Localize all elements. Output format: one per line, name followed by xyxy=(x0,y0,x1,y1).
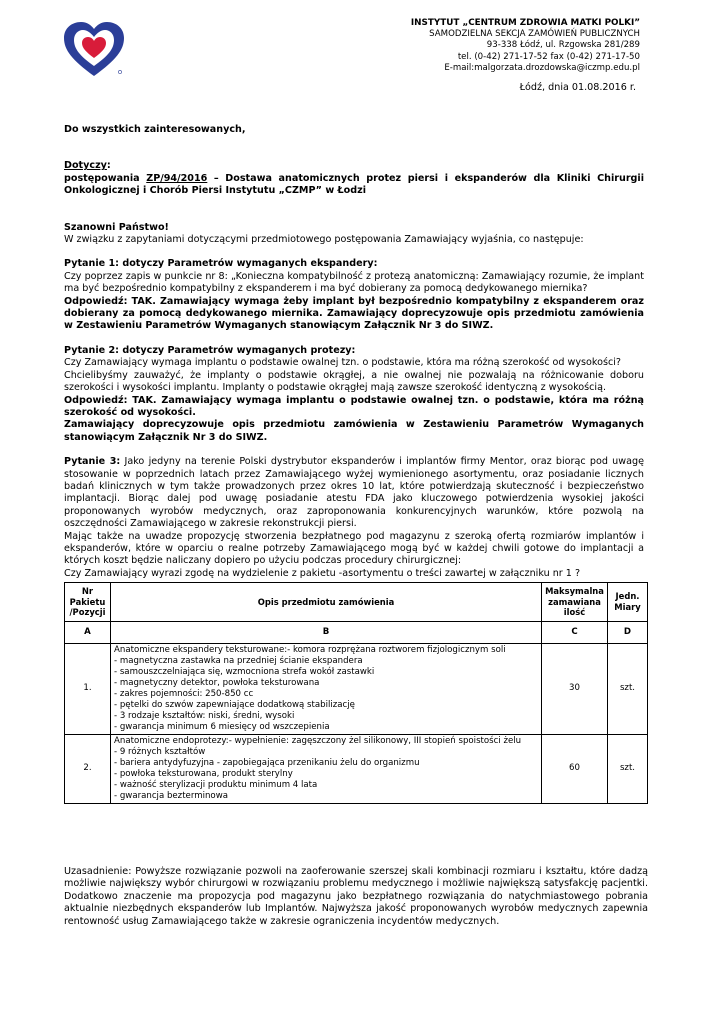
table-row xyxy=(65,643,648,734)
letter-b: B xyxy=(111,621,542,643)
question-3-question: Czy Zamawiający wyrazi zgodę na wydzielenie z pakietu -asortymentu o treści zawartej w załączniku nr 1 ? xyxy=(64,567,581,579)
institute-header xyxy=(411,18,640,74)
question-2-title: Pytanie 2: dotyczy Parametrów wymaganych protezy: xyxy=(64,344,356,356)
desc-line: - magnetyczna zastawka na przedniej ścianie ekspandera xyxy=(114,655,363,666)
email[interactable]: E-mail:malgorzata.drozdowska@iczmp.edu.pl xyxy=(444,62,640,73)
table-letter-row xyxy=(65,621,648,643)
desc-line: - zakres pojemności: 250-850 cc xyxy=(114,688,254,699)
address: 93-338 Łódź, ul. Rzgowska 281/289 xyxy=(486,40,640,51)
question-3-text-1 xyxy=(64,456,644,530)
row-quantity: 60 xyxy=(542,734,608,803)
table-row xyxy=(65,734,648,803)
greeting: Szanowni Państwo! xyxy=(64,221,169,233)
table-header-row xyxy=(65,583,648,622)
subject xyxy=(64,173,644,198)
row-unit: szt. xyxy=(608,734,648,803)
row-nr: 1. xyxy=(65,643,111,734)
row-description xyxy=(111,643,542,734)
section-name: SAMODZIELNA SEKCJA ZAMÓWIEŃ PUBLICZNYCH xyxy=(429,29,640,40)
desc-line: - 9 różnych kształtów xyxy=(114,746,206,757)
question-1-title: Pytanie 1: dotyczy Parametrów wymaganych ekspandery: xyxy=(64,258,378,270)
letter-body xyxy=(64,124,644,804)
subject-label-line xyxy=(64,160,644,172)
desc-line: - 3 rodzaje kształtów: niski, średni, wysoki xyxy=(114,710,295,721)
letter-c: C xyxy=(542,621,608,643)
subject-pre: postępowania xyxy=(64,172,147,184)
desc-line: Anatomiczne ekspandery teksturowane:- komora rozprężana roztworem fizjologicznym soli xyxy=(114,644,506,655)
justification: Uzasadnienie: Powyższe rozwiązanie pozwoli na zaoferowanie szerszej skali kombinacji rozmiaru i kształtu, które dadzą możliwie największy wybór chirurgowi w rozwiązaniu problemu medycznego i możliwie największą satysfakcję pacjentki. Dodatkowo znaczenie ma propozycja pod magazynu jako bezpłatnego rozwiązania do natychmiastowego pobrania aktualnie niezbędnych ekspanderów lub Implantów. Najwyższa jakość proponowanych wyrobów medycznych zapewnia rentowność usług Zamawiającego także w zakresie ograniczenia incydentów medycznych. xyxy=(64,866,648,927)
row-quantity: 30 xyxy=(542,643,608,734)
addressee: Do wszystkich zainteresowanych, xyxy=(64,124,246,135)
subject-ref: ZP/94/2016 xyxy=(146,172,208,184)
specification-table xyxy=(64,582,648,804)
row-unit: szt. xyxy=(608,643,648,734)
desc-line: - gwarancja bezterminowa xyxy=(114,790,228,801)
subject-colon: : xyxy=(106,160,111,172)
letter-date: Łódź, dnia 01.08.2016 r. xyxy=(519,82,636,93)
question-3-text-2: Mając także na uwadze propozycję stworzenia bezpłatnego pod magazynu z szeroką ofertą rozmiarów implantów i ekspanderów, które w oparciu o realne potrzeby Zamawiającego mogą być w każdej chwili gotowe do implantacji a których koszt będzie naliczany dopiero po użyciu podczas procedury chirurgicznej: xyxy=(64,530,644,567)
letter-a: A xyxy=(65,621,111,643)
question-2-text-2: Chcielibyśmy zauważyć, że implanty o podstawie okrągłej, a nie owalnej nie pozwalają na różnicowanie doboru szerokości i wysokości implantu. Implanty o podstawie okrągłej mają zawsze szerokość identyczną z wysokością. xyxy=(64,369,644,394)
desc-line: Anatomiczne endoprotezy:- wypełnienie: zagęszczony żel silikonowy, III stopień spoistości żelu xyxy=(114,735,522,746)
desc-line: - pętelki do szwów zapewniające dodatkową stabilizację xyxy=(114,699,355,710)
question-1-answer: Odpowiedź: TAK. Zamawiający wymaga żeby implant był bezpośrednio kompatybilny z ekspanderem oraz dobierany za pomocą dedykowanego miernika. Zamawiający doprecyzowuje opis przedmiotu zamówienia w Zestawieniu Parametrów Wymaganych stanowiącym Załącznik Nr 3 do SIWZ. xyxy=(64,295,644,332)
question-2-answer-2: Zamawiający doprecyzowuje opis przedmiotu zamówienia w Zestawieniu Parametrów Wymaganych stanowiącym Załącznik Nr 3 do SIWZ. xyxy=(64,419,644,443)
desc-line: - magnetyczny detektor, powłoka teksturowana xyxy=(114,677,320,688)
header-unit: Jedn. Miary xyxy=(608,583,648,622)
row-nr: 2. xyxy=(65,734,111,803)
desc-line: - ważność sterylizacji produktu minimum 4 lata xyxy=(114,779,318,790)
question-3-body: Jako jedyny na terenie Polski dystrybutor ekspanderów i implantów firmy Mentor, oraz biorąc pod uwagę stosowanie w poprzednich latach przez Zamawiającego wyżej wymienionego asortymentu, oraz posiadanie licznych badań klinicznych w tym także prowadzonych przez okres 10 lat, które potwierdzają skuteczność i bezpieczeństwo implantacji. Biorąc dalej pod uwagę posiadanie atestu FDA jako kluczowego potwierdzenia wysokiej jakości proponowanych wyrobów medycznych, oraz zaproponowania konkurencyjnych warunków, które pozwolą na oszczędności Zamawiającego w zakresie rekonstrukcji piersi. xyxy=(64,456,644,530)
desc-line: - gwarancja minimum 6 miesięcy od wszczepienia xyxy=(114,721,330,732)
subject-label: Dotyczy xyxy=(64,160,107,172)
intro: W związku z zapytaniami dotyczącymi przedmiotowego postępowania Zamawiający wyjaśnia, co następuje: xyxy=(64,234,584,246)
desc-line: - samouszczelniająca się, wzmocniona strefa wokół zastawki xyxy=(114,666,375,677)
header-nr: Nr Pakietu /Pozycji xyxy=(65,583,111,622)
subject-rest: – Dostawa anatomicznych protez piersi i ekspanderów dla Kliniki Chirurgii Onkologicznej i Chorób Piersi Instytutu „CZMP” w Łodzi xyxy=(64,172,644,197)
header-quantity: Maksymalna zamawiana ilość xyxy=(542,583,608,622)
question-3-label: Pytanie 3: xyxy=(64,456,121,468)
institute-name: INSTYTUT „CENTRUM ZDROWIA MATKI POLKI” xyxy=(410,18,640,28)
letter-d: D xyxy=(608,621,648,643)
question-2-text-1: Czy Zamawiający wymaga implantu o podstawie owalnej tzn. o podstawie, która ma różną szerokość od wysokości? xyxy=(64,357,622,369)
desc-line: - bariera antydyfuzyjna - zapobiegająca przenikaniu żelu do organizmu xyxy=(114,757,420,768)
row-description xyxy=(111,734,542,803)
institute-logo xyxy=(62,20,126,80)
desc-line: - powłoka teksturowana, produkt sterylny xyxy=(114,768,293,779)
question-1-text: Czy poprzez zapis w punkcie nr 8: „Konieczna kompatybilność z protezą anatomiczną: Zamawiający rozumie, że implant ma być bezpośrednio kompatybilny z ekspanderem i ma być dobierany za pomocą dedykowanego miernika? xyxy=(64,270,644,295)
phone: tel. (0-42) 271-17-52 fax (0-42) 271-17-50 xyxy=(457,51,640,62)
header-description: Opis przedmiotu zamówienia xyxy=(111,583,542,622)
question-2-answer-1: Odpowiedź: TAK. Zamawiający wymaga implantu o podstawie owalnej tzn. o podstawie, która ma różną szerokość od wysokości. xyxy=(64,394,644,418)
